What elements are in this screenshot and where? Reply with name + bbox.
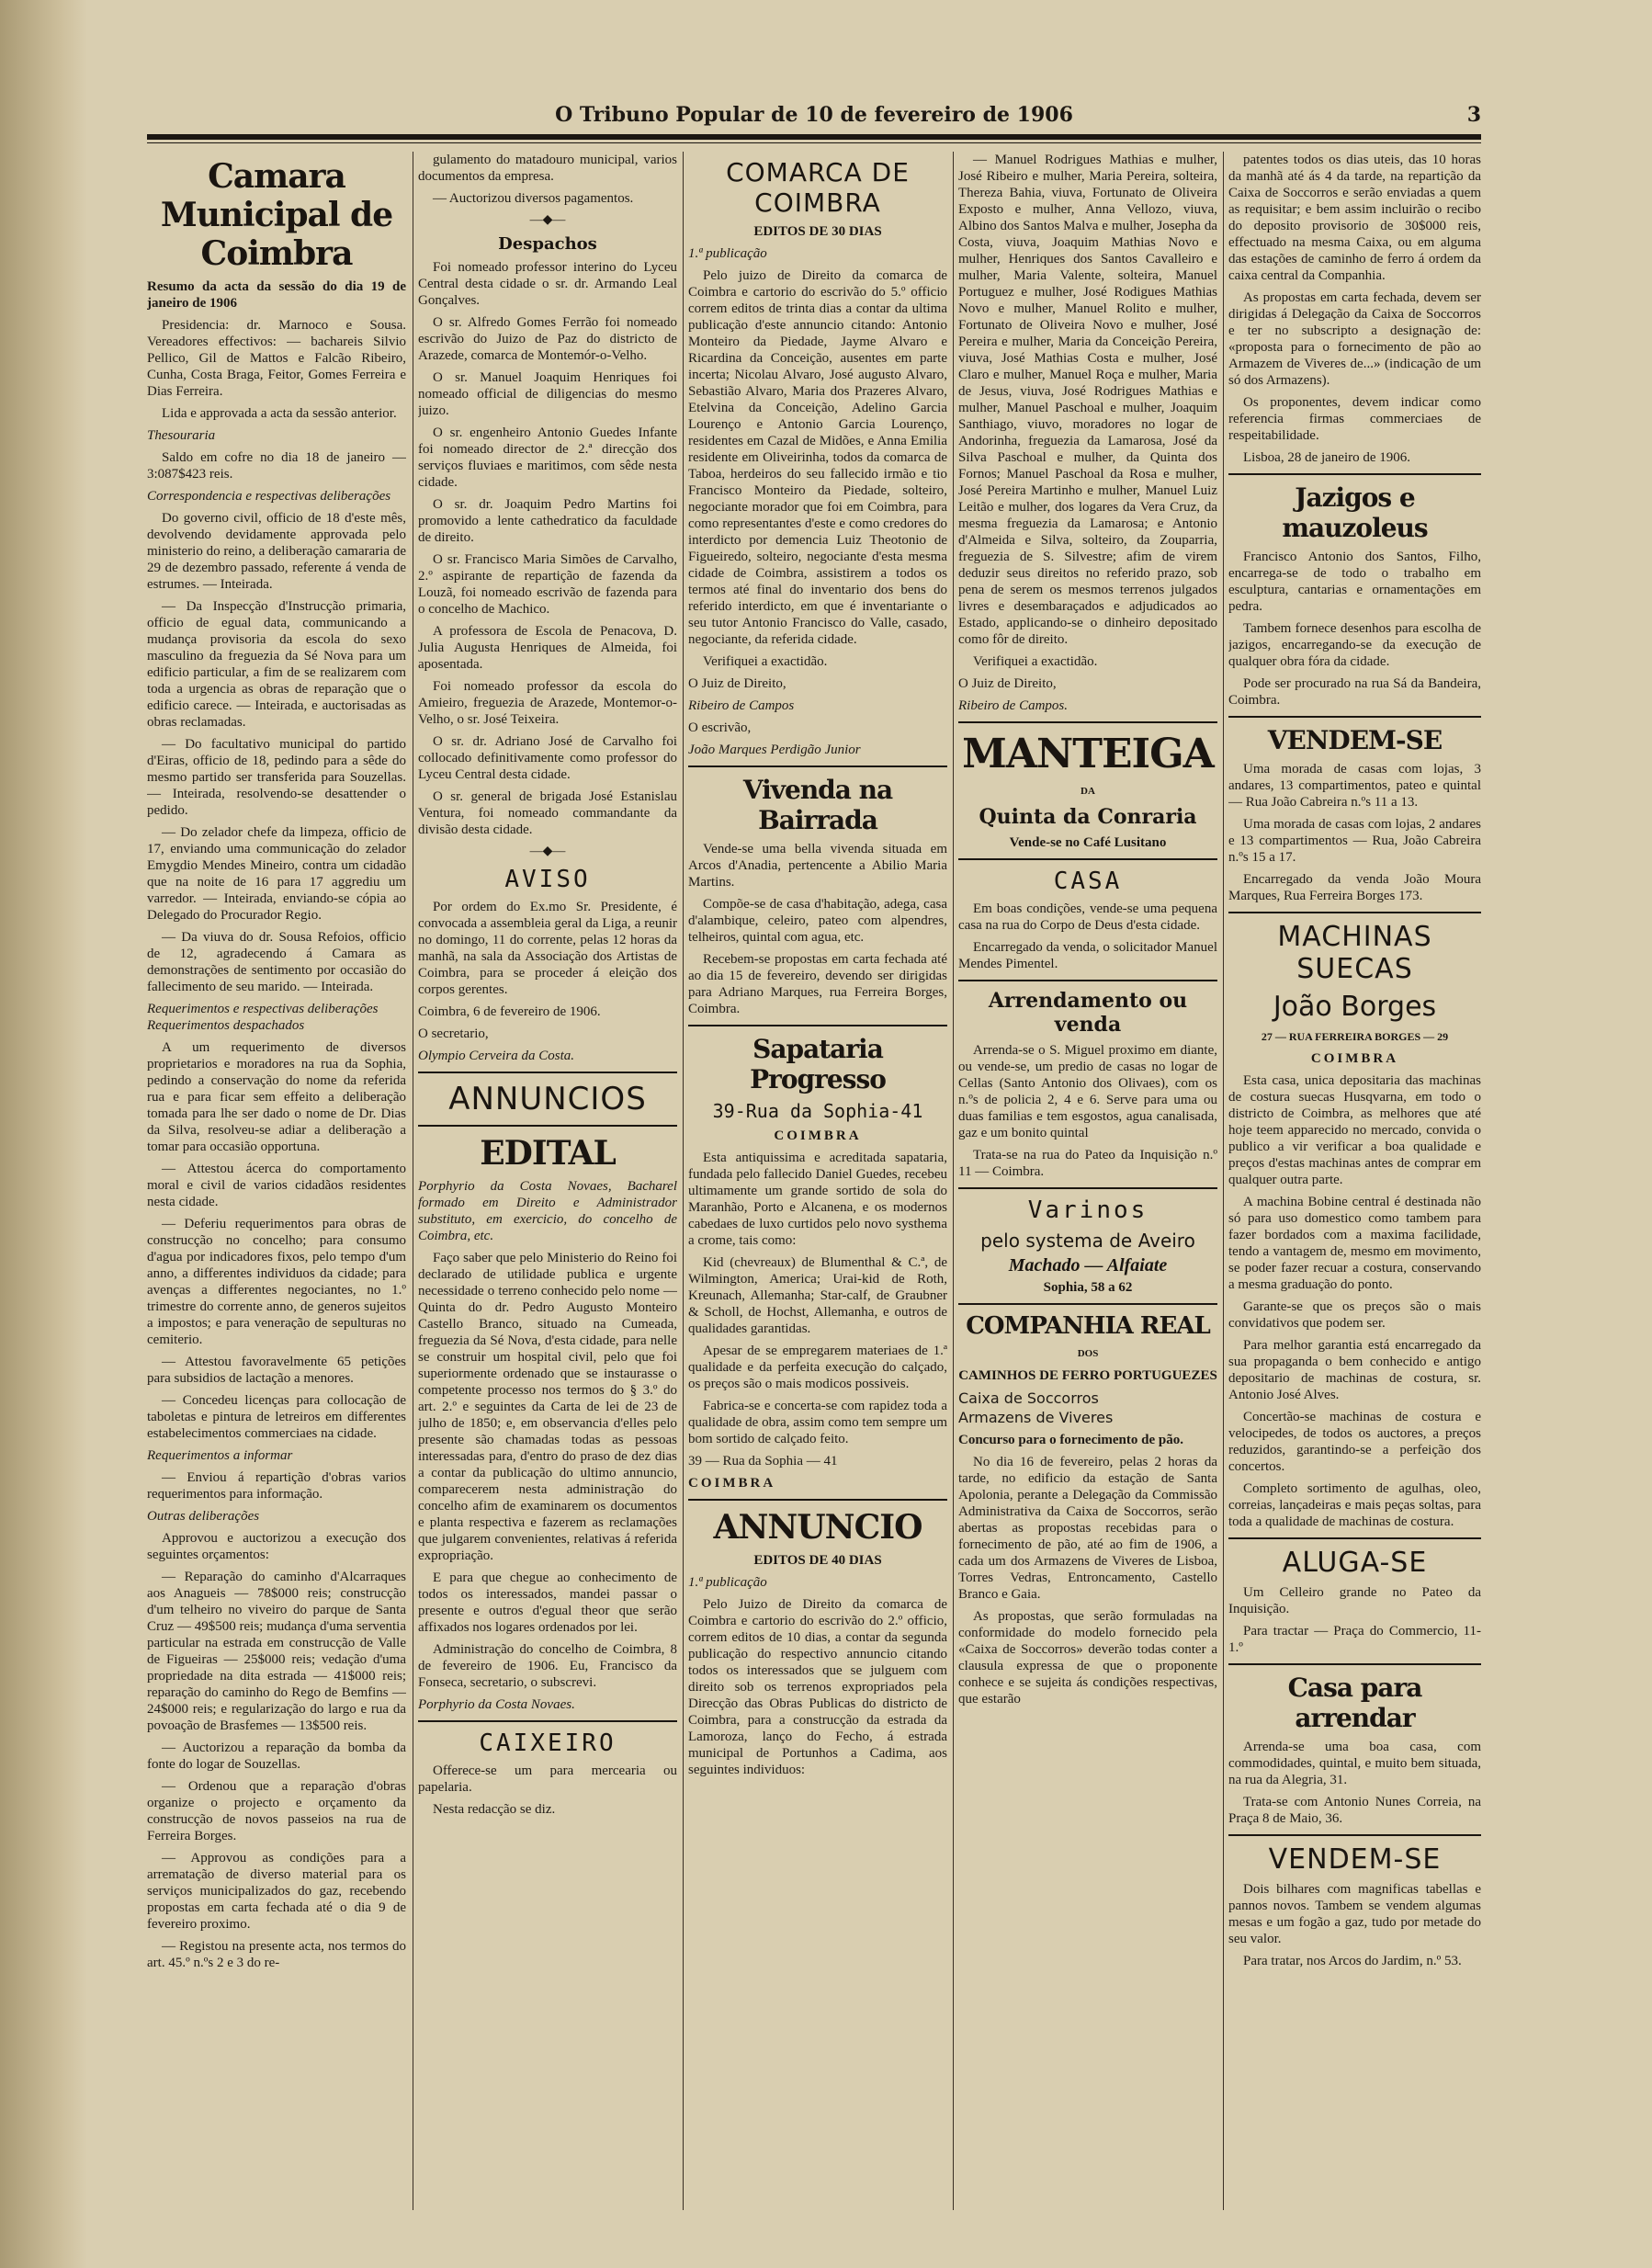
section-heading-annuncio: ANNUNCIO [713,1508,922,1547]
paragraph: O Juiz de Direito, [958,676,1057,691]
paragraph: Em boas condições, vende-se uma pequena casa na rua do Corpo de Deus d'esta cidade. [958,902,1217,933]
paragraph: Garante-se que os preços são o mais convidativos que podem ser. [1228,1299,1481,1331]
paragraph: Lida e approvada a acta da sessão anterior. [162,406,397,421]
paragraph: Trata-se na rua do Pateo da Inquisição n.º 11 — Coimbra. [958,1148,1217,1179]
paragraph: — Do zelador chefe da limpeza, officio de 17, enviando uma communicação do zelador Emygdio Mendes Mineiro, contra um cidadão que na noite de 16 para 17 aggrediu um varredor. — Inteirada, enviando-se cópia ao Delegado do Procurador Regio. [147,825,406,923]
subheading: Concurso para o fornecimento de pão. [958,1433,1183,1447]
subheading: 1.ª publicação [688,1575,767,1590]
section-rule [418,1720,677,1722]
paragraph: Completo sortimento de agulhas, oleo, correias, lançadeiras e mais peças soltas, para toda a qualidade de machinas de costura. [1228,1481,1481,1529]
column-2 [418,152,677,2210]
paragraph: Fabrica-se e concerta-se com rapidez toda a qualidade de obra, assim como tem sempre um bom sortido de calçado feito. [688,1399,947,1446]
paragraph: patentes todos os dias uteis, das 10 horas da manhã até ás 4 da tarde, na repartição da Caixa de Soccorros e serão enviadas a quem as requisitar; e bem assim incluirão o recibo do deposito provisorio de 30$000 reis, effectuado na mesma Caixa, ou em alguma das estações de caminho de ferro á ordem da caixa central da Companhia. [1228,153,1481,283]
section-rule [1228,912,1481,913]
paragraph: No dia 16 de fevereiro, pelas 2 horas da tarde, no edificio da estação de Santa Apolonia, perante a Delegação da Commissão Administrativa da Caixa de Soccorros, serão abertas as propostas recebidas para o fornecimento de pão, até ao fim de 1906, a cada um dos Armazens de Viveres de Lisboa, Torres Vedras, Entroncamento, Castello Branco e Gaia. [958,1455,1217,1602]
paragraph: Verifiquei a exactidão. [973,654,1098,669]
paragraph: Para tratar, nos Arcos do Jardim, n.º 53. [1243,1954,1462,1968]
section-heading: Correspondencia e respectivas deliberações [147,489,391,504]
paragraph: Esta antiquissima e acreditada sapataria, fundada pelo fallecido Daniel Guedes, recebeu ultimamente um grande sortido de sola do Maranhão, Porto e Alcanena, e os modernos cabedaes de luxo curtidos pelo novo systhema a crome, tais como: [688,1151,947,1248]
paragraph: Nesta redacção se diz. [433,1802,556,1817]
column-divider [683,152,684,2210]
paragraph: Apesar de se empregarem materiaes de 1.ª qualidade e da perfeita execução do calçado, os preços são o mais modicos possiveis. [688,1344,947,1391]
paragraph: — Concedeu licenças para collocação de taboletas e pintura de letreiros em differentes estabelecimentos commerciaes na cidade. [147,1393,406,1441]
paragraph: Pode ser procurado na rua Sá da Bandeira, Coimbra. [1228,676,1481,708]
page-number: 3 [1466,103,1481,127]
paragraph: Arrenda-se uma boa casa, com commodidades, quintal, e muito bem situada, na rua da Alegria, 31. [1228,1740,1481,1787]
paragraph: A machina Bobine central é destinada não só para uso domestico como tambem para fazer bordados com a maxima facilidade, tendo a vantagem de, mesmo em movimento, se poder fazer recuar a costura, conservando a mesma graduação do ponto. [1228,1195,1481,1292]
paragraph: Coimbra, 6 de fevereiro de 1906. [418,1004,601,1019]
column-divider [1223,152,1224,2210]
section-heading-comarca: COMARCA DE COIMBRA [726,157,910,218]
paragraph: Dois bilhares com magnificas tabellas e pannos novos. Tambem se vendem algumas mesas e um fogão a gaz, tudo por metade do seu valor. [1228,1882,1481,1946]
paragraph: Francisco Antonio dos Santos, Filho, encarrega-se de todo o trabalho em esculptura, cantarias e ornamentações em pedra. [1228,550,1481,614]
section-heading-vendem-se-2: VENDEM-SE [1268,1843,1442,1876]
paragraph: Trata-se com Antonio Nunes Correia, na Praça 8 de Maio, 36. [1228,1795,1481,1826]
section-heading-sapataria: Sapataria Progresso [750,1034,886,1094]
paragraph: gulamento do matadouro municipal, varios documentos da empresa. [418,153,677,184]
subheading: Vende-se no Café Lusitano [1009,835,1167,850]
paragraph: A um requerimento de diversos proprietarios e moradores na rua da Sophia, pedindo a conservação do nome da referida rua e para ficar sem effeito a deliberação tomada para lhe ser dado o nome de Dr. Dias da Silva, resolveu-se adiar a deliberação a tomar para occasião opportuna. [147,1040,406,1154]
masthead-title: O Tribuno Popular de 10 de fevereiro de 1906 [555,103,1073,127]
section-rule [1228,473,1481,475]
top-rule-thin [147,142,1481,143]
section-heading-varinos: Varinos [1027,1196,1148,1224]
subheading: 1.ª publicação [688,246,767,261]
paragraph: — Ordenou que a reparação d'obras organize o projecto e orçamento da construcção de novos passeios na rua de Ferreira Borges. [147,1779,406,1843]
paragraph: 39 — Rua da Sophia — 41 [688,1454,838,1469]
section-rule [958,721,1217,723]
subheading: Caixa de Soccorros [958,1389,1099,1407]
paragraph: Verifiquei a exactidão. [703,654,828,669]
paragraph: Uma morada de casas com lojas, 3 andares, 13 compartimentos, pateo e quintal — Rua João Cabreira n.ºs 11 a 13. [1228,762,1481,810]
paragraph: Presidencia: dr. Marnoco e Sousa. Vereadores effectivos: — bachareis Silvio Pellico, Gil de Mattos e Falcão Ribeiro, Cunha, Costa Braga, Feitor, Gomes Ferreira e Dias Ferreira. [147,318,406,399]
top-rule [147,134,1481,140]
section-heading-casa: CASA [1053,868,1123,895]
paragraph: Lisboa, 28 de janeiro de 1906. [1243,450,1411,465]
signature: Ribeiro de Campos. [958,698,1069,713]
section-heading-despachos: Despachos [498,234,597,254]
paragraph: — Do facultativo municipal do partido d'Eiras, officio de 18, pedindo para a sêde do mesmo partido ser transferida para Souzellas. — Inteirada, resolvendo-se desattender o pedido. [147,737,406,818]
paragraph: O Juiz de Direito, [688,676,786,691]
paragraph: Porphyrio da Costa Novaes, Bacharel formado em Direito e Administrador substituto, em exercicio, do concelho de Coimbra, etc. [418,1179,677,1243]
section-rule [1228,1537,1481,1539]
subheading: EDITOS DE 30 DIAS [753,224,882,239]
section-rule [688,1025,947,1026]
subheading: Armazens de Viveres [958,1409,1114,1426]
paragraph: — Registou na presente acta, nos termos do art. 45.º n.ºs 2 e 3 do re- [147,1939,406,1970]
paragraph: — Da Inspecção d'Instrucção primaria, officio de egual data, communicando a mudança provisoria da escola do sexo masculino da freguezia da Sé Nova para um edificio particular, a fim de se realizarem com toda a urgencia as obras de reparação que o edificio carece. — Inteirada, e auctorisadas as obras reclamadas. [147,599,406,730]
paragraph: Pelo juizo de Direito da comarca de Coimbra e cartorio do escrivão do 5.º officio correm editos de trinta dias a contar da ultima publicação d'este annuncio citando: Antonio Monteiro da Piedade, Jayme Alvaro e Ricardina da Conceição, ausentes em parte incerta; Nicolau Alvaro, José augusto Alvaro, Sebastião Alvaro, Maria dos Prazeres Alvaro, Etelvina da Conceição, Adelino Garcia Lourenço e Antonio Garcia Lourenço, residentes em Cazal de Midões, e Anna Emilia residente em Oliveirinha, todos da comarca de Taboa, herdeiros do seu fallecido irmão e tio Francisco Monteiro da Piedade, solteiro, negociante morador que foi em Coimbra, para como representantes d'este e como credores do interdicto por demencia Luiz Theotonio de Figueiredo, solteiro, negociante d'esta mesma cidade de Coimbra, assistirem a todos os termos até final do inventario dos bens do referido interdicto, em que é inventariante o seu tutor Antonio Francisco do Valle, casado, negociante, da referida cidade. [688,268,947,647]
paragraph: — Approvou as condições para a arrematação de diverso material para os serviços municipalizados do gaz, recebendo propostas em carta fechada até o dia 9 de fevereiro proximo. [147,1851,406,1932]
paragraph: O sr. dr. Joaquim Pedro Martins foi promovido a lente cathedratico da faculdade de direito. [418,497,677,545]
section-heading: Outras deliberações [147,1509,260,1524]
paragraph: O secretario, [418,1026,489,1041]
section-heading-manteiga: MANTEIGA [962,731,1214,777]
paragraph: Por ordem do Ex.mo Sr. Presidente, é convocada a assembleia geral da Liga, a reunir no domingo, 11 do corrente, pelas 12 horas da manhã, na sala da Associação dos Artistas de Coimbra, para se proceder á eleição dos corpos gerentes. [418,900,677,997]
signature: Olympio Cerveira da Costa. [418,1049,574,1063]
paragraph: O sr. Alfredo Gomes Ferrão foi nomeado escrivão do Juizo de Paz do districto de Arazede, comarca de Montemór-o-Velho. [418,315,677,363]
signature: Ribeiro de Campos [688,698,795,713]
subheading: EDITOS DE 40 DIAS [753,1553,882,1568]
paragraph: — Manuel Rodrigues Mathias e mulher, José Ribeiro e mulher, Maria Pereira, solteira, Thereza Bahia, viuva, Fortunato de Oliveira Exposto e mulher, Anna Vellozo, viuva, Albino dos Santos Malva e mulher, Josepha da Costa, viuva, Joaquim Mathias Novo e mulher, Henriques dos Santos Cavalleiro e mulher, Maria Valente, solteira, Manuel Portuguez e mulher, José Rodigues Mathias Novo e mulher, Manuel Rolito e mulher, Fortunato de Oliveira Novo e mulher, José Pereira e mulher, Maria da Conceição Pereira, viuva, José Mathias Costa e mulher, José Claro e mulher, Manuel Roça e mulher, Maria de Jesus, viuva, José Rodrigues Mathias e mulher, Manuel Paschoal e mulher, Joaquim Santhiago, viuvo, moradores no logar de Andorinha, freguezia da Lamarosa, José da Silva Paschoal e mulher, da Quinta dos Fornos; Manuel Paschoal da Rosa e mulher, José Pereira Martinho e mulher, Manuel Luiz Leitão e mulher, dos logares da Vera Cruz, da mesma freguezia da Lamarosa; e Antonio d'Almeida e Silva, solteiro, da Zouparria, freguezia de S. Silvestre; afim de virem deduzir seus direitos no referido prazo, sob pena de serem os mesmos terrenos julgados livres e desembaraçados e adjudicados ao Estado, applicando-se o dinheiro depositado como fôr de direito. [958,153,1217,647]
paragraph: Administração do concelho de Coimbra, 8 de fevereiro de 1906. Eu, Francisco da Fonseca, secretario, o subscrevi. [418,1642,677,1690]
paragraph: Kid (chevreaux) de Blumenthal & C.ª, de Wilmington, America; Urai-kid de Roth, Kreunach, Allemanha; Star-calf, de Graubner & Scholl, de Hochst, Allemanha, e outros de qualidades garantidas. [688,1255,947,1336]
section-rule [958,980,1217,981]
paragraph: — Attestou favoravelmente 65 petições para subsidios de lactação a menores. [147,1355,406,1386]
paragraph: O escrivão, [688,720,752,735]
paragraph: Os proponentes, devem indicar como referencia firmas commerciaes de respeitabilidade. [1228,395,1481,443]
masthead [147,103,1481,129]
subheading: pelo systema de Aveiro [980,1230,1195,1252]
paragraph: Pelo Juizo de Direito da comarca de Coimbra e cartorio do escrivão do 2.º officio, correm editos de 10 dias, a contar da segunda publicação do respectivo annuncio citando todos os interessados que se julguem com direito sob os terrenos expropriados pela Direcção das Obras Publicas do districto de Coimbra, para a construcção da estrada da Lamoroza, lanço do Fecho, á estrada municipal de Portunhos a Cadima, aos seguintes individuos: [688,1597,947,1777]
section-heading: Requerimentos e respectivas deliberações [147,1002,379,1016]
paragraph: A professora de Escola de Penacova, D. Julia Augusta Henriques de Almeida, foi aposentada. [418,624,677,672]
subheading: 27 — RUA FERREIRA BORGES — 29 [1261,1030,1449,1043]
article-summary: Resumo da acta da sessão do dia 19 de janeiro de 1906 [147,279,406,311]
page-edge-shadow [0,0,87,2268]
paragraph: O sr. Francisco Maria Simões de Carvalho, 2.º aspirante de repartição de fazenda da Louzã, foi nomeado escrivão de fazenda para o concelho de Machico. [418,552,677,617]
paragraph: Arrenda-se o S. Miguel proximo em diante, ou vende-se, um predio de casas no logar de Cellas (Santo Antonio dos Olivaes), com os n.ºs de policia 2, 4 e 6. Serve para uma ou duas familias e tem esgostos, agua canalisada, gaz e um bonito quintal [958,1043,1217,1140]
paragraph: COIMBRA [688,1476,776,1491]
paragraph: Saldo em cofre no dia 18 de janeiro — 3:087$423 reis. [147,450,406,482]
paragraph: — Enviou á repartição d'obras varios requerimentos para informação. [147,1470,406,1502]
article-title-camara: Camara Municipal de Coimbra [160,157,393,273]
paragraph: — Reparação do caminho d'Alcarraques aos Anagueis — 78$000 reis; construcção d'um telheiro no viveiro do parque de Santa Cruz — 49$500 reis; mudança d'uma serventia particular na estrada em construcção de Valle de Figueiras — 25$000 reis; vedação d'uma propriedade na dita estrada — 41$000 reis; reparação do caminho do Rego de Bemfins — 24$000 reis; e regularização do largo e rua da povoação de Brasfemes — 13$500 reis. [147,1570,406,1733]
column-divider [953,152,954,2210]
paragraph: Esta casa, unica depositaria das machinas de costura suecas Husqvarna, em todo o districto de Coimbra, as melhores que até hoje teem apparecido no mercado, convida o publico a vir verificar a boa qualidade e preços d'estas machinas antes de comprar em qualquer outra parte. [1228,1073,1481,1187]
subheading: João Borges [1273,991,1437,1023]
section-heading-aluga-se: ALUGA-SE [1282,1547,1428,1579]
paragraph: Um Celleiro grande no Pateo da Inquisição. [1228,1585,1481,1616]
section-heading-jazigos: Jazigos e mauzoleus [1282,482,1428,543]
paragraph: O sr. dr. Adriano José de Carvalho foi collocado definitivamente como professor do Lyceu Central desta cidade. [418,734,677,782]
section-heading-companhia: COMPANHIA REAL [966,1312,1210,1340]
section-heading: Requerimentos despachados [147,1018,305,1033]
subheading: Machado — Alfaiate [1008,1255,1168,1276]
subheading: COIMBRA [1310,1051,1399,1066]
ornament-divider: —◆— [529,845,566,858]
signature: João Marques Perdigão Junior [688,743,861,757]
paragraph: — Da viuva do dr. Sousa Refoios, officio de 12, agradecendo á Camara as demonstrações de sentimento por occasião do fallecimento de seu marido. — Inteirada. [147,930,406,994]
section-heading: Thesouraria [147,428,216,443]
column-4 [958,152,1217,2210]
section-heading-arrendamento: Arrendamento ou venda [988,989,1188,1037]
paragraph: Faço saber que pelo Ministerio do Reino foi declarado de utilidade publica e urgente necessidade o terreno conhecido pelo nome — Quinta do dr. Pedro Augusto Monteiro Castello Branco, situado na Cumeada, freguezia da Sé Nova, d'esta cidade, para nelle se construir um hospital civil, pelo que foi superiormente ordenado que se instaurasse o competente processo nos termos do § 3.º do art. 2.º e seguintes da Carta de lei de 23 de julho de 1850; e, em observancia d'elles pelo presente são chamadas todas as pessoas interessadas para, d'entro do praso de dez dias a contar da publicação do ultimo annuncio, comparecerem nesta administração do concelho afim de examinarem os documentos e planta respectiva e fazerem as reclamações que julgarem convenientes, relativas á referida expropriação. [418,1251,677,1563]
paragraph: Vende-se uma bella vivenda situada em Arcos d'Anadia, pertencente a Abilio Maria Martins. [688,842,947,890]
paragraph: O sr. Manuel Joaquim Henriques foi nomeado official de diligencias do mesmo juizo. [418,370,677,418]
paragraph: As propostas, que serão formuladas na conformidade do modelo fornecido pela «Caixa de Soccorros» deverão todas conter a clausula expressa de que o proponente conhece e se sujeita ás condições respectivas, que estarão [958,1609,1217,1707]
paragraph: Offerece-se um para mercearia ou papelaria. [418,1763,677,1795]
section-heading-machinas: MACHINAS SUECAS [1277,921,1432,985]
paragraph: Compõe-se de casa d'habitação, adega, casa d'alambique, celeiro, pateo com alpendres, telheiros, quintal com agua, etc. [688,897,947,945]
section-rule [958,1187,1217,1189]
paragraph: — Auctorizou a reparação da bomba da fonte do logar de Souzellas. [147,1741,406,1772]
paragraph: As propostas em carta fechada, devem ser dirigidas á Delegação da Caixa de Soccorros e ter no subscripto a designação de: «proposta para o fornecimento de pão ao Armazem de Viveres de...» (indicação de um só dos Armazens). [1228,290,1481,388]
section-heading-aviso: AVISO [504,866,591,893]
section-rule [418,1072,677,1073]
ornament-divider: —◆— [529,213,566,227]
paragraph: — Deferiu requerimentos para obras de construcção no concelho; para consumo d'agua por indicadores fixos, pelo tempo d'um anno, a differentes individuos da cidade; para avenças a differentes negociantes, no 1.º trimestre do corrente anno, de generos sujeitos a impostos; e para veneração de sepulturas no cemiterio. [147,1217,406,1347]
paragraph: Encarregado da venda, o solicitador Manuel Mendes Pimentel. [958,940,1217,971]
paragraph: Approvou e auctorizou a execução dos seguintes orçamentos: [147,1531,406,1562]
section-heading-casa-arrendar: Casa para arrendar [1287,1673,1422,1733]
section-rule [1228,1834,1481,1836]
paragraph: Recebem-se propostas em carta fechada até ao dia 15 de fevereiro, devendo ser dirigidas para Adriano Marques, rua Ferreira Borges, Coimbra. [688,952,947,1016]
section-rule [1228,1663,1481,1665]
paragraph: Para melhor garantia está encarregado da sua propaganda o bem conhecido e antigo depositario de machinas de costura, sr. Antonio José Alves. [1228,1338,1481,1402]
subheading: Quinta da Conraria [979,805,1197,829]
subheading: COIMBRA [774,1128,862,1143]
paragraph: Encarregado da venda João Moura Marques, Rua Ferreira Borges 173. [1228,872,1481,903]
paragraph: Concertão-se machinas de costura e velocipedes, de todos os auctores, a preços reduzidos, garantindo-se a perfeição dos concertos. [1228,1410,1481,1474]
subheading: Sophia, 58 a 62 [1043,1280,1133,1295]
paragraph: Do governo civil, officio de 18 d'este mês, devolvendo devidamente approvada pelo ministerio do reino, a deliberação camararia de 29 de dezembro passado, referente á venda de estrumes. — Inteirada. [147,511,406,592]
paragraph: Tambem fornece desenhos para escolha de jazigos, encarregando-se da execução de qualquer obra fóra da cidade. [1228,621,1481,669]
section-rule [688,1499,947,1501]
subheading: CAMINHOS DE FERRO PORTUGUEZES [958,1368,1217,1383]
subheading: 39-Rua da Sophia-41 [712,1100,923,1122]
section-rule [958,1303,1217,1305]
paragraph: Para tractar — Praça do Commercio, 11-1.º [1228,1624,1481,1655]
section-heading-annuncios: ANNUNCIOS [448,1081,647,1117]
section-rule [958,858,1217,860]
subheading: DOS [1077,1348,1099,1359]
column-1 [147,152,406,2210]
paragraph: O sr. general de brigada José Estanislau Ventura, foi nomeado commandante da divisão desta cidade. [418,789,677,837]
section-rule [1228,716,1481,718]
section-rule [688,765,947,767]
paragraph: — Auctorizou diversos pagamentos. [433,191,634,206]
subheading: DA [1081,786,1095,797]
section-heading: Requerimentos a informar [147,1448,293,1463]
section-heading-caixeiro: CAIXEIRO [479,1729,617,1757]
signature: Porphyrio da Costa Novaes. [418,1697,575,1712]
paragraph: Foi nomeado professor da escola do Amieiro, freguezia de Arazede, Montemor-o-Velho, o sr. José Teixeira. [418,679,677,727]
paragraph: E para que chegue ao conhecimento de todos os interessados, mandei passar o presente e outros d'egual theor que serão affixados nos logares ordenados por lei. [418,1571,677,1635]
section-heading-edital: EDITAL [480,1134,616,1173]
paragraph: Foi nomeado professor interino do Lyceu Central desta cidade o sr. dr. Armando Leal Gonçalves. [418,260,677,308]
paragraph: — Attestou ácerca do comportamento moral e civil de varios cidadãos residentes nesta cidade. [147,1162,406,1209]
column-5 [1228,152,1481,2210]
section-heading-vendem-se: VENDEM-SE [1267,725,1443,755]
paragraph: Uma morada de casas com lojas, 2 andares e 13 compartimentos — Rua, João Cabreira n.ºs 15 a 17. [1228,817,1481,865]
paragraph: O sr. engenheiro Antonio Guedes Infante foi nomeado director de 2.ª direcção dos serviços fluviaes e maritimos, com sêde nesta cidade. [418,425,677,490]
section-heading-vivenda: Vivenda na Bairrada [742,775,893,835]
column-3 [688,152,947,2210]
section-rule [418,1125,677,1127]
